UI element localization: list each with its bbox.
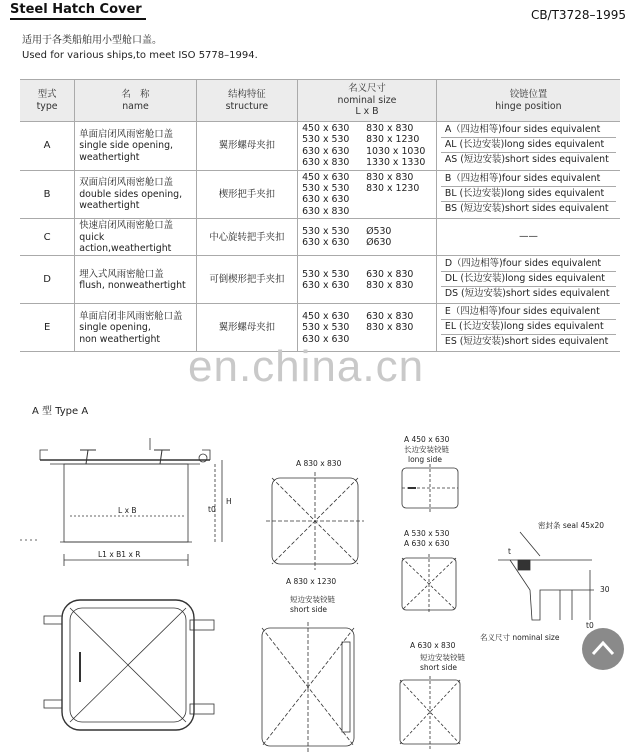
- cell-name: 单面启闭风雨密舱口盖 single side opening, weathertight: [75, 122, 197, 171]
- label-a830x1230: A 830 x 1230: [286, 577, 337, 586]
- cell-hinge: ——: [436, 219, 620, 256]
- dim-t: t: [508, 547, 511, 556]
- cell-structure: 翼形螺母夹扣: [196, 122, 297, 171]
- table-header-row: [20, 80, 620, 122]
- cell-sizes: 450 x 630 830 x 830 530 x 530 830 x 1230 630 x 630 630 x 830: [298, 170, 437, 219]
- short-side-en: short side: [290, 605, 328, 614]
- chevron-up-icon: [591, 639, 615, 657]
- view-a830x830: [266, 472, 364, 570]
- short-side-en-2: short side: [420, 663, 458, 672]
- header-size: 名义尺寸 nominal size L x B: [298, 80, 437, 122]
- table-row: [20, 122, 620, 171]
- view-a530x530: [402, 554, 456, 614]
- label-a630x630: A 630 x 630: [404, 539, 450, 548]
- title-underline: [10, 18, 146, 20]
- label-a830x830: A 830 x 830: [296, 459, 342, 468]
- long-side-en: long side: [408, 455, 442, 464]
- cell-sizes: 450 x 630 830 x 830 530 x 530 830 x 1230 630 x 630 1030 x 1030 630 x 830 1330 x 1330: [298, 122, 437, 171]
- view-a450x630: [402, 464, 458, 512]
- cell-name: 单面启闭非风雨密舱口盖 single opening, non weathertight: [75, 304, 197, 352]
- cell-name: 埋入式风雨密舱口盖 flush, nonweathertight: [75, 256, 197, 304]
- cell-structure: 中心旋转把手夹扣: [196, 219, 297, 256]
- cell-sizes: 450 x 630 630 x 830 530 x 530 830 x 830 630 x 630: [298, 304, 437, 352]
- long-side-cn: 长边安装铰链: [404, 445, 449, 454]
- spec-table: [20, 79, 620, 352]
- cell-hinge: B（四边相等)four sides equivalent BL (长边安装)long sides equivalent BS (短边安装)short sides equivalent: [436, 170, 620, 219]
- header-type: 型式 type: [36, 89, 58, 112]
- cell-name: 快速启闭风雨密舱口盖 quick action,weathertight: [75, 219, 197, 256]
- short-side-cn-2: 短边安装铰链: [420, 653, 465, 662]
- cell-structure: 楔形把手夹扣: [196, 170, 297, 219]
- intro-cn: 适用于各类船舶用小型舱口盖。: [22, 35, 162, 46]
- side-elevation-view: [20, 438, 222, 566]
- table-row: [20, 256, 620, 304]
- watermark: en.china.cn: [188, 342, 425, 391]
- plan-view: [44, 600, 214, 730]
- label-a450x630: A 450 x 630: [404, 435, 450, 444]
- cell-hinge: D（四边相等)four sides equivalent DL (长边安装)long sides equivalent DS (短边安装)short sides equivalent: [436, 256, 620, 304]
- header-structure: 结构特征 structure: [196, 80, 297, 122]
- cell-type: B: [43, 188, 51, 200]
- page-title: Steel Hatch Cover: [10, 2, 142, 17]
- cell-structure: 翼形螺母夹扣: [196, 304, 297, 352]
- dim-t0-2: t0: [586, 621, 594, 630]
- dim-30: 30: [600, 585, 610, 594]
- intro-text: [22, 33, 258, 63]
- cell-hinge: A（四边相等)four sides equivalent AL (长边安装)long sides equivalent AS (短边安装)short sides equivalent: [436, 122, 620, 171]
- seal-detail: [498, 532, 594, 620]
- dim-lxb: L x B: [118, 506, 137, 515]
- view-a830x1230: [262, 622, 354, 752]
- cell-sizes: 530 x 530 Ø530 630 x 630 Ø630: [298, 219, 437, 256]
- cell-type: D: [43, 274, 51, 286]
- header-hinge: 铰链位置 hinge position: [436, 80, 620, 122]
- scroll-to-top-button[interactable]: [582, 628, 624, 670]
- table-row: [20, 219, 620, 256]
- seal-label: 密封条 seal 45x20: [538, 521, 604, 530]
- technical-drawing: [0, 420, 636, 755]
- table-row: [20, 170, 620, 219]
- dim-h: H: [226, 497, 232, 506]
- dim-l1b1r: L1 x B1 x R: [98, 550, 141, 559]
- short-side-cn: 短边安装铰链: [290, 595, 335, 604]
- header-name: 名 称 name: [75, 80, 197, 122]
- intro-en: Used for various ships,to meet ISO 5778–1994.: [22, 50, 258, 61]
- cell-type: C: [43, 231, 51, 243]
- standard-code: CB/T3728–1995: [530, 8, 626, 22]
- cell-type: E: [43, 322, 51, 334]
- cell-structure: 可倒楔形把手夹扣: [196, 256, 297, 304]
- label-a530x530: A 530 x 530: [404, 529, 450, 538]
- section-label: A 型 Type A: [32, 406, 89, 417]
- nominal-size-label: 名义尺寸 nominal size: [480, 633, 560, 642]
- cell-name: 双面启闭风雨密舱口盖 double sides opening, weathertight: [75, 170, 197, 219]
- label-a630x830: A 630 x 830: [410, 641, 456, 650]
- view-a630x830: [400, 676, 460, 750]
- dim-t0: t0: [208, 505, 216, 514]
- cell-hinge: E（四边相等)four sides equivalent EL (长边安装)long sides equivalent ES (短边安装)short sides equivalent: [436, 304, 620, 352]
- cell-type: A: [43, 140, 51, 152]
- cell-sizes: 530 x 530 630 x 830 630 x 630 830 x 830: [298, 256, 437, 304]
